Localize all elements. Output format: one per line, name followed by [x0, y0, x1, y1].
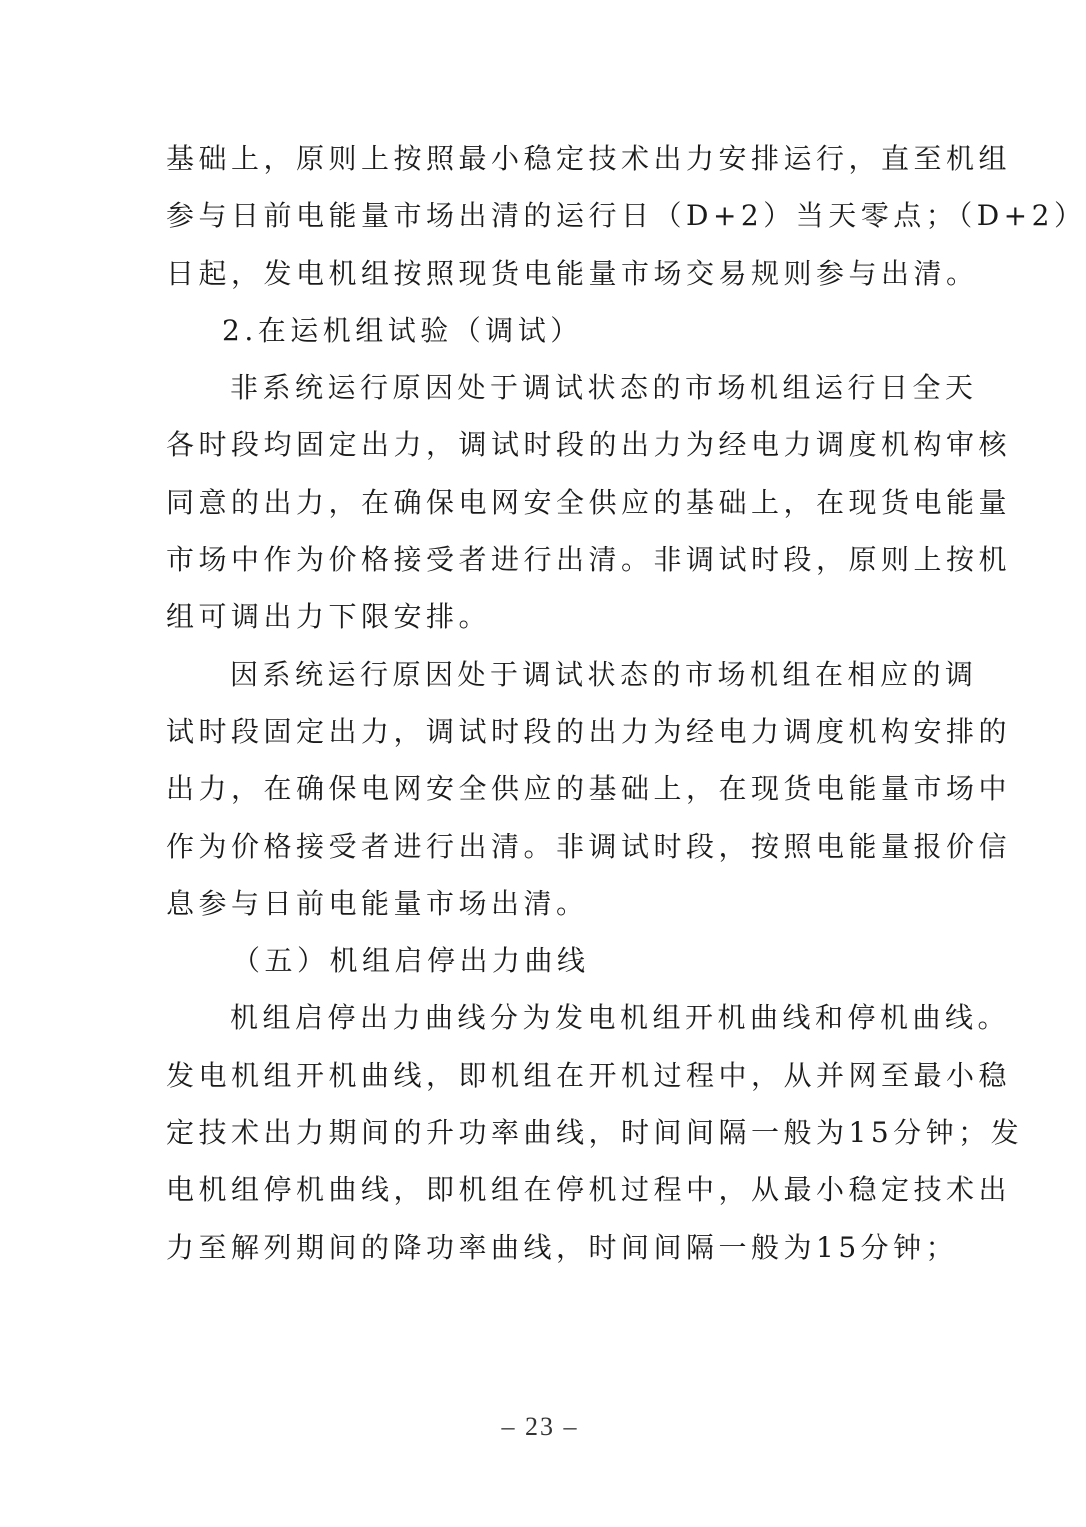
text-line-continuation: 日起，发电机组按照现货电能量市场交易规则参与出清。 [166, 256, 979, 290]
text-line-continuation: 参与日前电能量市场出清的运行日（D+2）当天零点；（D+2） [166, 199, 1086, 233]
text-line: 息参与日前电能量市场出清。 [166, 886, 589, 920]
document-body [166, 130, 1086, 1276]
text-line: 力至解列期间的降功率曲线，时间间隔一般为15分钟； [166, 1230, 959, 1264]
text-line: 各时段均固定出力，调试时段的出力为经电力调度机构审核 [166, 428, 1012, 462]
text-line: 市场中作为价格接受者进行出清。非调试时段，原则上按机 [166, 543, 1012, 577]
paragraph-first-line: 非系统运行原因处于调试状态的市场机组运行日全天 [230, 371, 978, 405]
page-number: – 23 – [501, 1412, 579, 1441]
text-line: 定技术出力期间的升功率曲线，时间间隔一般为15分钟；发 [166, 1116, 1024, 1150]
text-line: 出力，在确保电网安全供应的基础上，在现货电能量市场中 [166, 772, 1012, 806]
paragraph-first-line: 机组启停出力曲线分为发电机组开机曲线和停机曲线。 [230, 1001, 1011, 1035]
section-heading-startup-shutdown-curve: （五）机组启停出力曲线 [232, 944, 590, 978]
text-line: 试时段固定出力，调试时段的出力为经电力调度机构安排的 [166, 714, 1012, 748]
text-line: 电机组停机曲线，即机组在停机过程中，从最小稳定技术出 [166, 1173, 1012, 1207]
text-line: 组可调出力下限安排。 [166, 600, 492, 634]
subsection-heading-unit-testing: 2.在运机组试验（调试） [222, 313, 583, 347]
text-line-continuation: 基础上，原则上按照最小稳定技术出力安排运行，直至机组 [166, 142, 1012, 175]
text-line: 同意的出力，在确保电网安全供应的基础上，在现货电能量 [166, 485, 1012, 519]
text-line: 作为价格接受者进行出清。非调试时段，按照电能量报价信 [166, 829, 1012, 863]
paragraph-first-line: 因系统运行原因处于调试状态的市场机组在相应的调 [230, 657, 978, 691]
text-line: 发电机组开机曲线，即机组在开机过程中，从并网至最小稳 [166, 1058, 1012, 1092]
